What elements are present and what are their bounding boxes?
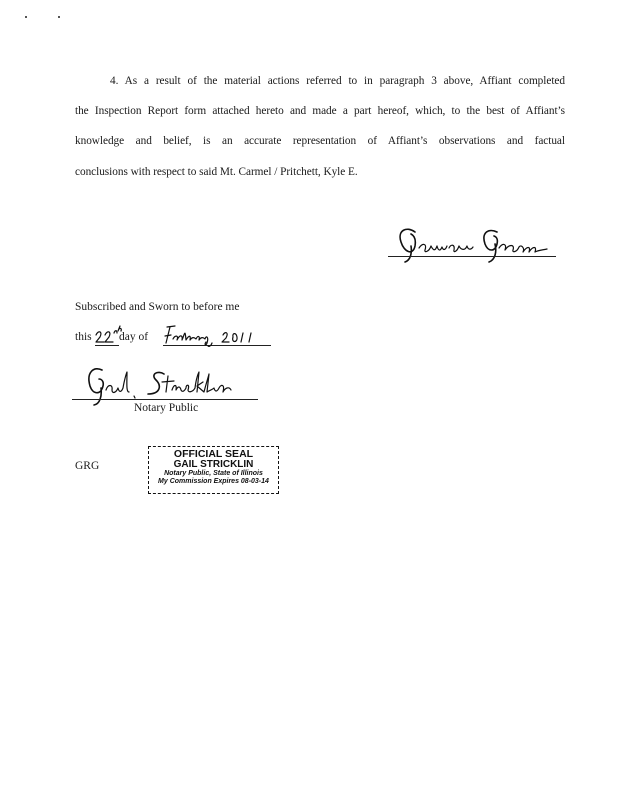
affiant-signature-line — [388, 256, 556, 257]
seal-name: GAIL STRICKLIN — [173, 459, 254, 470]
affiant-signature — [385, 222, 557, 266]
scan-speck — [25, 16, 27, 18]
paragraph-line: conclusions with respect to said Mt. Carmel / Pritchett, Kyle E. — [75, 165, 358, 178]
day-blank-line — [95, 345, 119, 346]
notary-public-label: Notary Public — [134, 402, 199, 414]
paragraph-line: the Inspection Report form attached hereto and made a part hereof, which, to the best of Affiant’s — [75, 105, 565, 118]
jurat-date-line — [75, 331, 275, 353]
this-label: this — [75, 331, 92, 343]
initials: GRG — [75, 460, 100, 472]
day-of-label: day of — [119, 331, 149, 343]
scan-speck — [58, 16, 60, 18]
affiant-signature-graphic — [385, 222, 557, 266]
paragraph-line: knowledge and belief, is an accurate representation of Affiant’s observations and factual — [75, 135, 565, 148]
seal-expiration: My Commission Expires 08-03-14 — [158, 478, 269, 485]
paragraph-line: 4. As a result of the material actions referred to in paragraph 3 above, Affiant completed — [110, 75, 565, 87]
paragraph-4 — [75, 66, 565, 187]
notary-signature-line — [72, 399, 258, 400]
seal-title: OFFICIAL SEAL — [173, 448, 254, 460]
official-seal-stamp — [148, 446, 279, 494]
month-year-handwritten — [161, 323, 273, 347]
seal-state: Notary Public, State of Illinois — [164, 470, 263, 477]
subscribed-sworn-text: Subscribed and Sworn to before me — [75, 301, 240, 313]
